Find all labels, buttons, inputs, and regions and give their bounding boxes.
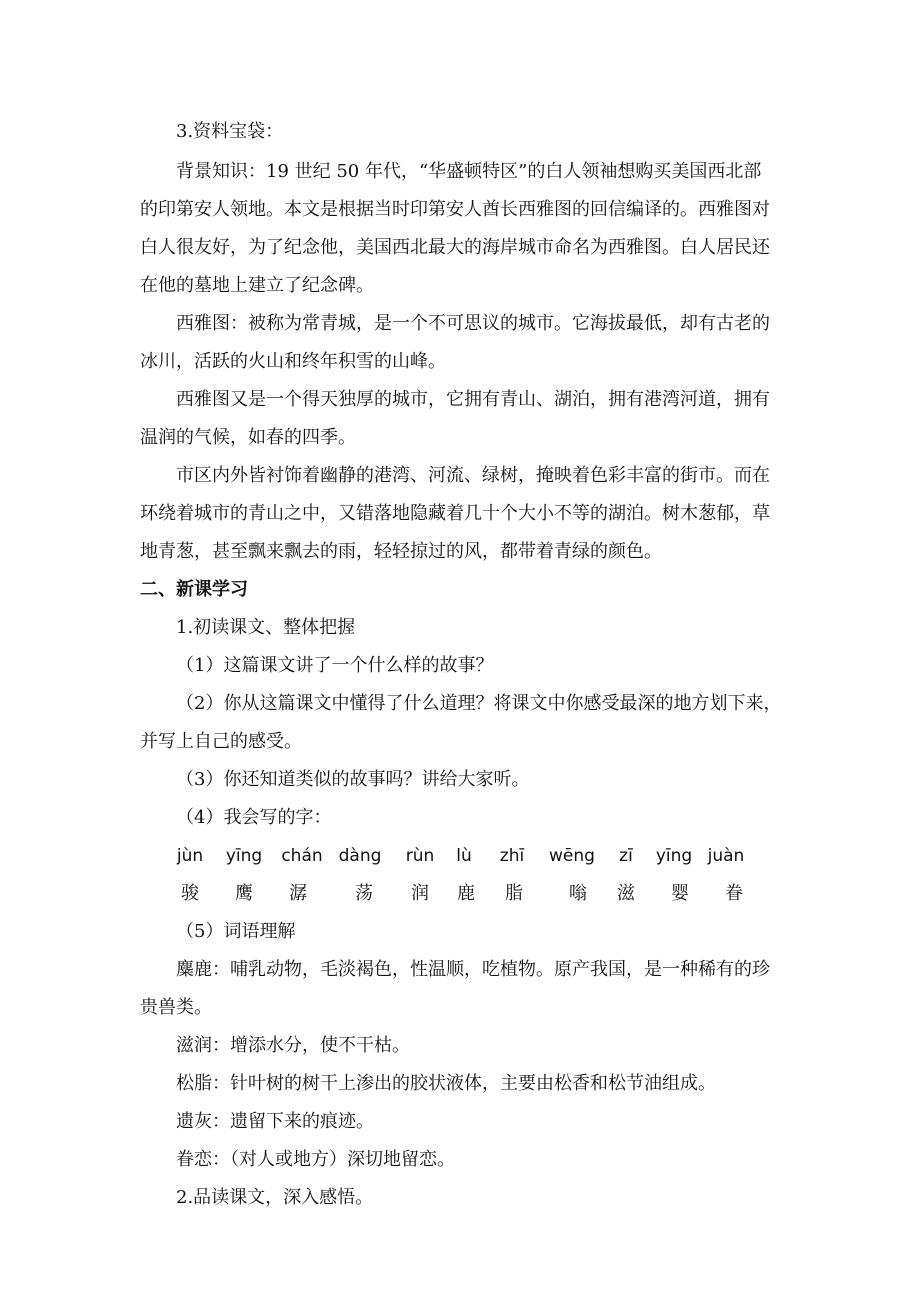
step1-heading: 1.初读课文、整体把握 — [176, 617, 356, 638]
pinyin-item: zhī — [499, 846, 525, 866]
vocab-zirun: 滋润：增添水分，使不干枯。 — [176, 1035, 410, 1056]
step2-heading: 2.品读课文，深入感悟。 — [176, 1187, 374, 1208]
background-line-2: 的印第安人领地。本文是根据当时印第安人酋长西雅图的回信编译的。西雅图对 — [140, 199, 770, 220]
pinyin-item: wēng — [549, 846, 595, 866]
character-item: 潺 — [289, 883, 307, 904]
pinyin-item: juàn — [707, 846, 745, 866]
character-item: 脂 — [505, 883, 523, 904]
pinyin-item: chán — [281, 846, 323, 866]
question-2-line-2: 并写上自己的感受。 — [140, 731, 302, 752]
pinyin-row — [176, 844, 796, 868]
city-line-1: 市区内外皆衬饰着幽静的港湾、河流、绿树，掩映着色彩丰富的街市。而在 — [176, 465, 770, 486]
vocab-milu-line-2: 贵兽类。 — [140, 997, 212, 1018]
pinyin-item: rùn — [405, 846, 435, 866]
pinyin-item: zī — [619, 846, 633, 866]
city-line-3: 地青葱，甚至飘来飘去的雨，轻轻掠过的风，都带着青绿的颜色。 — [140, 541, 662, 562]
character-item: 嗡 — [569, 883, 587, 904]
pinyin-item: yīng — [655, 846, 693, 866]
question-4: （4）我会写的字： — [176, 807, 332, 828]
blessed-line-2: 温润的气候，如春的四季。 — [140, 427, 356, 448]
character-item: 润 — [411, 883, 429, 904]
character-item: 鹰 — [235, 883, 253, 904]
character-item: 鹿 — [457, 883, 475, 904]
character-item: 婴 — [671, 883, 689, 904]
background-line-1: 背景知识：19 世纪 50 年代，“华盛顿特区”的白人领袖想购买美国西北部 — [176, 161, 762, 182]
question-1: （1）这篇课文讲了一个什么样的故事？ — [176, 655, 494, 676]
background-line-3: 白人很友好，为了纪念他，美国西北最大的海岸城市命名为西雅图。白人居民还 — [140, 237, 770, 258]
pinyin-item: jùn — [176, 846, 204, 866]
section-title-new-lesson: 二、新课学习 — [140, 579, 248, 600]
character-item: 眷 — [725, 883, 743, 904]
seattle-line-1: 西雅图：被称为常青城，是一个不可思议的城市。它海拔最低，却有古老的 — [176, 313, 770, 334]
question-2-line-1: （2）你从这篇课文中懂得了什么道理？将课文中你感受最深的地方划下来， — [176, 693, 782, 714]
question-3: （3）你还知道类似的故事吗？讲给大家听。 — [176, 769, 530, 790]
character-item: 骏 — [181, 883, 199, 904]
background-line-4: 在他的墓地上建立了纪念碑。 — [140, 275, 374, 296]
character-row — [176, 882, 796, 906]
city-line-2: 环绕着城市的青山之中，又错落地隐藏着几十个大小不等的湖泊。树木葱郁，草 — [140, 503, 770, 524]
character-item: 荡 — [355, 883, 373, 904]
pinyin-item: lù — [456, 846, 472, 866]
pinyin-item: yīng — [225, 846, 263, 866]
vocab-songzhi: 松脂：针叶树的树干上渗出的胶状液体，主要由松香和松节油组成。 — [176, 1073, 716, 1094]
blessed-line-1: 西雅图又是一个得天独厚的城市，它拥有青山、湖泊，拥有港湾河道，拥有 — [176, 389, 770, 410]
vocab-yihui: 遗灰：遗留下来的痕迹。 — [176, 1111, 374, 1132]
seattle-line-2: 冰川，活跃的火山和终年积雪的山峰。 — [140, 351, 446, 372]
question-5: （5）词语理解 — [176, 921, 296, 942]
vocab-juanlian: 眷恋：（对人或地方）深切地留恋。 — [176, 1149, 455, 1170]
pinyin-item: dàng — [338, 846, 382, 866]
resources-heading: 3.资料宝袋： — [176, 121, 284, 142]
vocab-milu-line-1: 麋鹿：哺乳动物，毛淡褐色，性温顺，吃植物。原产我国，是一种稀有的珍 — [176, 959, 770, 980]
character-item: 滋 — [617, 883, 635, 904]
